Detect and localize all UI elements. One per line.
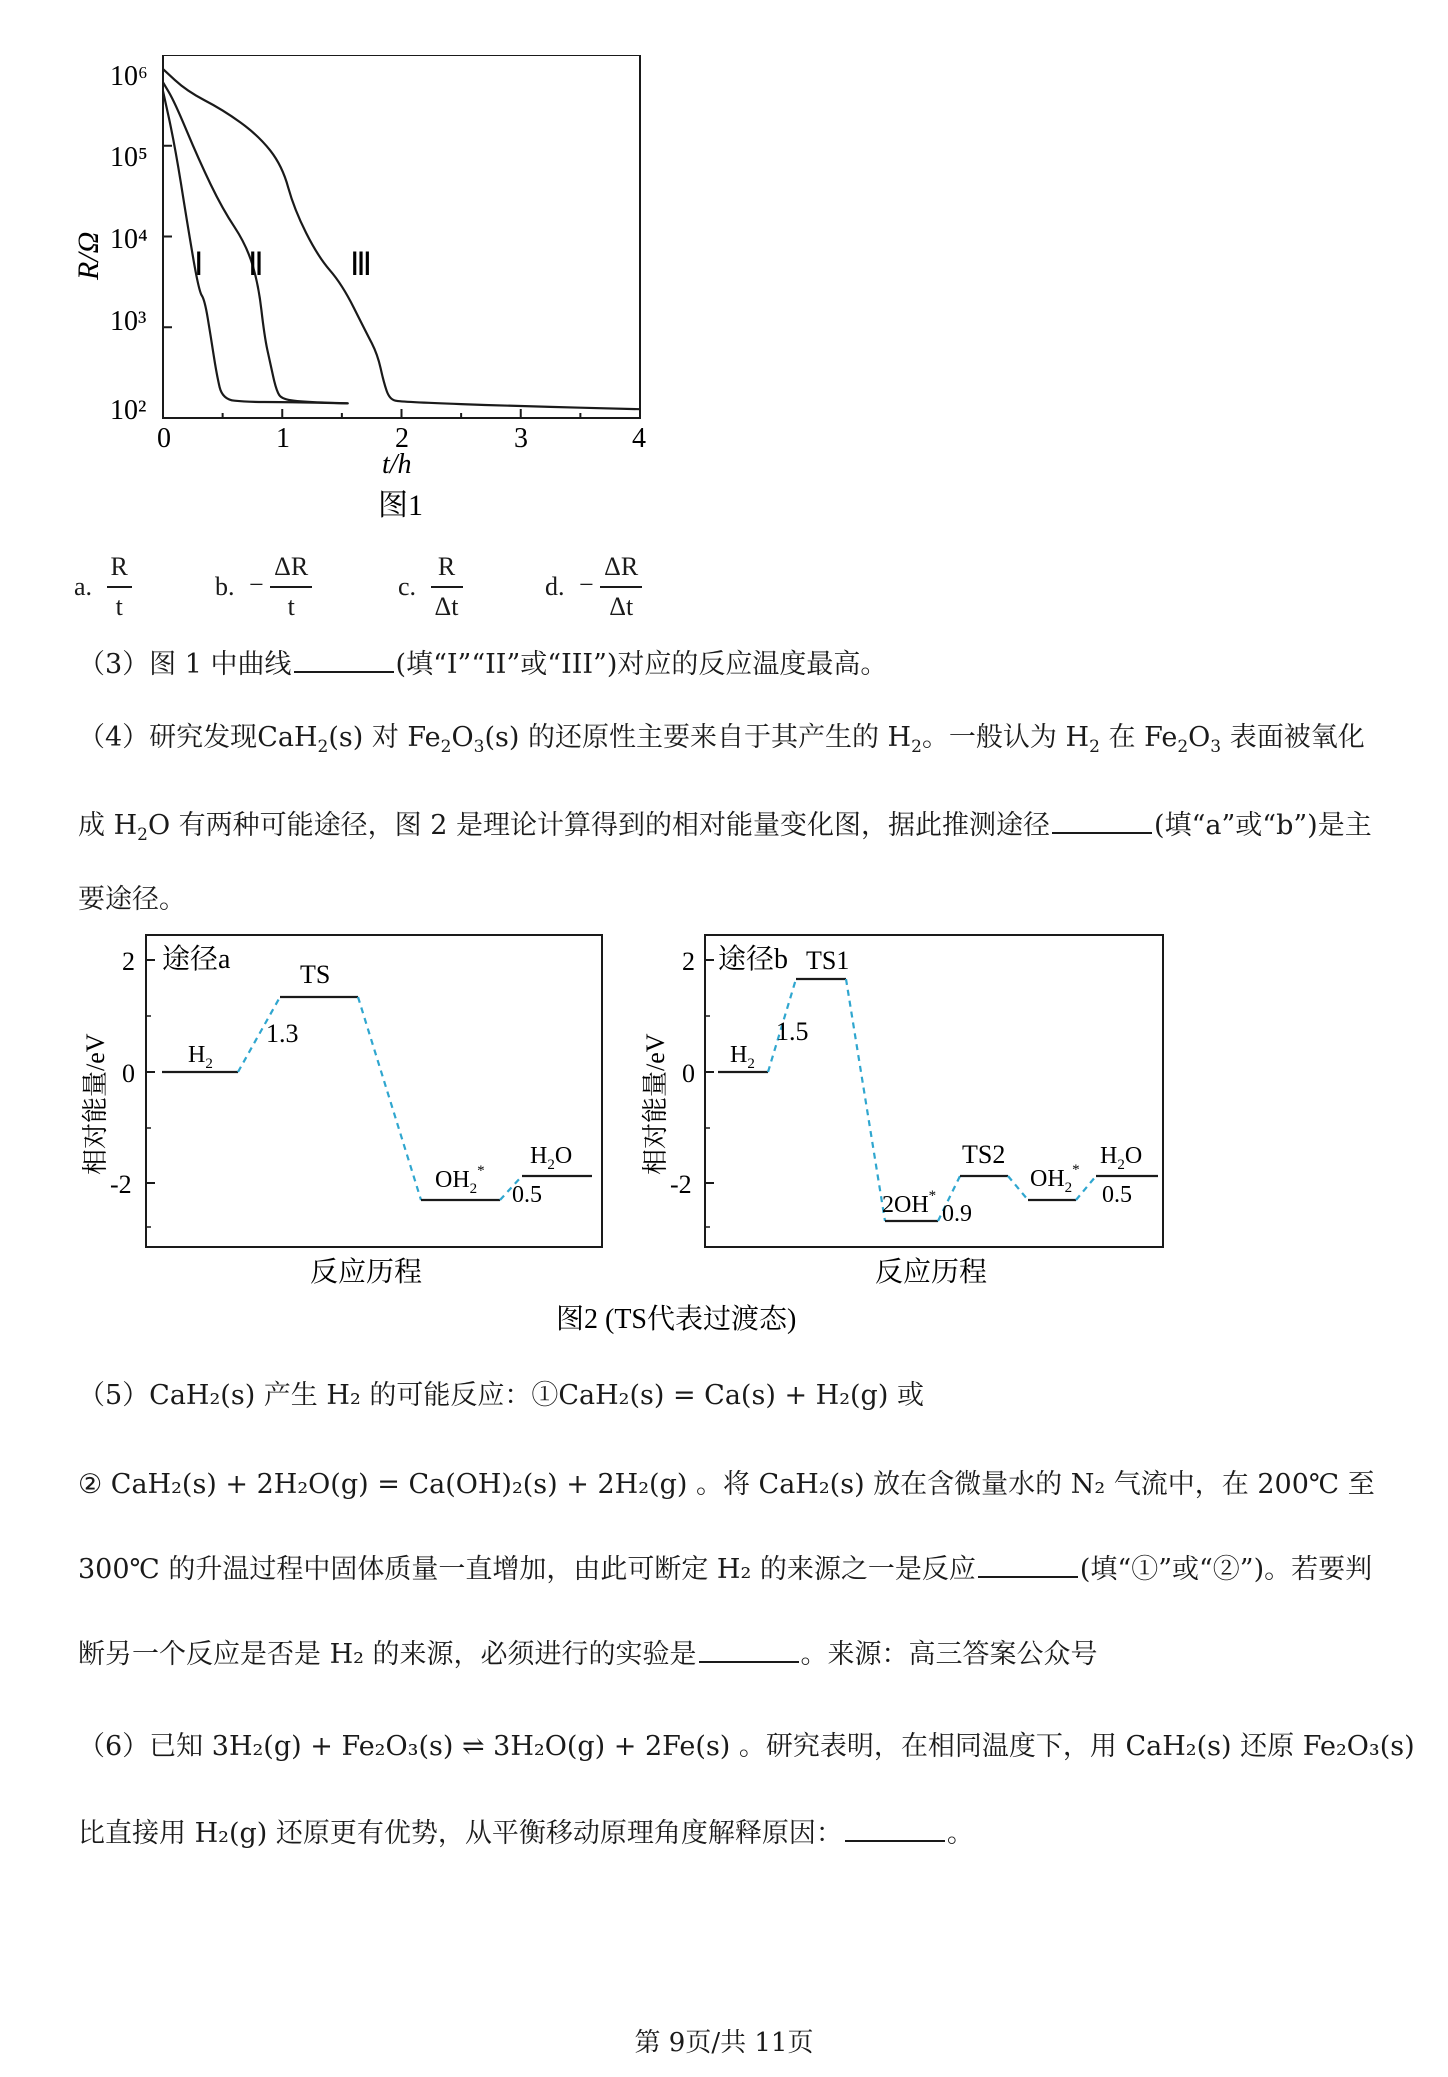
panel-b-ts2-label: TS2: [962, 1140, 1006, 1169]
figure1-chart: [60, 55, 660, 525]
option-c-label: c.: [398, 572, 417, 601]
question-5-line2: ② CaH₂(s) + 2H₂O(g) = Ca(OH)₂(s) + 2H₂(g) 。将 CaH₂(s) 放在含微量水的 N₂ 气流中，在 200℃ 至: [78, 1469, 1375, 1500]
panel-b-ytick-0: 0: [682, 1059, 695, 1088]
panel-a-oh2-label: $OH_2^*$: [435, 1163, 485, 1197]
option-d-fraction: $\frac{\Delta R}{\Delta t}$: [600, 548, 642, 626]
panel-b-title: 途径b: [718, 944, 789, 975]
option-a-label: a.: [74, 572, 93, 601]
figure1-ticks: [163, 55, 640, 418]
panel-b-e1-label: 1.5: [776, 1017, 809, 1046]
figure1-xtick-3: 3: [514, 423, 528, 454]
panel-a-e1-label: 1.3: [266, 1019, 299, 1048]
figure1-ylabel: R/Ω: [72, 231, 105, 280]
question-5-line4: 断另一个反应是否是 H₂ 的来源，必须进行的实验是 。来源：高三答案公众号: [78, 1639, 1098, 1670]
figure1-xtick-4: 4: [632, 423, 646, 454]
question-3: （3）图 1 中曲线 (填“I”“II”或“III”)对应的反应温度最高。: [78, 649, 888, 680]
option-d-sign: −: [579, 569, 594, 599]
panel-a-ts-label: TS: [300, 960, 331, 989]
panel-a-ytick-0: 0: [122, 1059, 135, 1088]
panel-a-title: 途径a: [162, 944, 231, 975]
option-a-fraction: $\frac{R}{t}$: [107, 548, 132, 626]
question-6-line2: 比直接用 H₂(g) 还原更有优势，从平衡移动原理角度解释原因： 。: [78, 1818, 974, 1849]
question-4-line3: 要途径。: [78, 884, 186, 915]
panel-b-ts1-label: TS1: [806, 946, 850, 975]
panel-b-2oh-label: 2OH*: [882, 1188, 937, 1218]
figure1-xtick-2: 2: [395, 423, 409, 454]
option-b: [215, 548, 312, 626]
panel-b-ytick-2: 2: [682, 947, 695, 976]
figure1-ytick-1e4: 10⁴: [110, 224, 148, 255]
question-4-line2: 成 $H_2O$ 有两种可能途径，图 2 是理论计算得到的相对能量变化图，据此推测途径 (填“a”或“b”)是主: [78, 810, 1372, 845]
figure1-caption: 图1: [378, 489, 423, 522]
figure1-ytick-1e2: 10²: [110, 395, 147, 426]
option-b-fraction: $\frac{\Delta R}{t}$: [270, 548, 312, 626]
figure1-xlabel: t/h: [382, 449, 412, 480]
question-5-line3: 300℃ 的升温过程中固体质量一直增加，由此可断定 H₂ 的来源之一是反应 (填“①”或“②”)。若要判: [78, 1554, 1373, 1585]
figure1-curves: [163, 69, 640, 409]
curve-label-II: Ⅱ: [248, 246, 264, 282]
panel-a-ytick-2: 2: [122, 947, 135, 976]
panel-a-ylabel: 相对能量/eV: [81, 1033, 110, 1175]
option-b-label: b.: [215, 572, 235, 601]
page-footer: 第 9页/共 11页: [634, 2028, 814, 2058]
option-b-sign: −: [249, 569, 264, 599]
figure1-xtick-1: 1: [276, 423, 290, 454]
panel-a-h2o-label: $H_2O$: [530, 1143, 573, 1173]
curve-III: [163, 69, 640, 409]
panel-b-oh2-label: $OH_2^*$: [1030, 1162, 1080, 1196]
panel-b-ylabel: 相对能量/eV: [641, 1033, 670, 1175]
curve-label-I: Ⅰ: [194, 246, 204, 282]
panel-a-e2-label: 0.5: [512, 1182, 542, 1208]
figure1-ytick-1e6: 10⁶: [110, 61, 148, 92]
figure2-panel-b: [641, 935, 1163, 1288]
question-5-line1: （5）CaH₂(s) 产生 H₂ 的可能反应：①CaH₂(s) = Ca(s) + H₂(g) 或: [78, 1380, 924, 1411]
panel-a-xlabel: 反应历程: [310, 1257, 423, 1288]
option-c-fraction: $\frac{R}{\Delta t}$: [431, 548, 463, 626]
panel-b-h2-label: $H_2$: [730, 1042, 755, 1072]
curve-label-III: Ⅲ: [350, 246, 373, 282]
figure1-plot-frame: [163, 55, 640, 418]
option-c: [398, 548, 463, 626]
answer-blank-q5-1[interactable]: [978, 1554, 1078, 1578]
panel-a-h2-label: $H_2$: [188, 1042, 213, 1072]
answer-blank-q5-2[interactable]: [699, 1639, 799, 1663]
figure1-ytick-1e3: 10³: [110, 306, 147, 337]
figure2-chart: [70, 925, 1180, 1345]
panel-a-ytick-m2: -2: [110, 1170, 132, 1199]
figure2-panel-a: [81, 935, 602, 1288]
option-a: [74, 548, 132, 626]
panel-b-e2-label: 0.9: [942, 1201, 972, 1227]
answer-blank-q3[interactable]: [294, 649, 394, 673]
panel-b-xlabel: 反应历程: [875, 1257, 988, 1288]
option-d-label: d.: [545, 572, 565, 601]
panel-b-ytick-m2: -2: [670, 1170, 692, 1199]
panel-b-h2o-label: $H_2O$: [1100, 1143, 1143, 1173]
question-4-line1: （4）研究发现CaH$_2$(s) 对 $Fe_2O_3(s)$ 的还原性主要来自于其产生的 $H_2$。一般认为 $H_2$ 在 $Fe_2O_3$ 表面被氧化: [78, 722, 1365, 757]
answer-blank-q6[interactable]: [845, 1818, 945, 1842]
figure2-caption: 图2 (TS代表过渡态): [556, 1304, 797, 1335]
option-d: [545, 548, 642, 626]
answer-blank-q4[interactable]: [1052, 810, 1152, 834]
figure1-xtick-0: 0: [157, 423, 171, 454]
panel-b-e3-label: 0.5: [1102, 1182, 1132, 1208]
figure1-ytick-1e5: 10⁵: [110, 142, 148, 173]
question-6-line1: （6）已知 3H₂(g) + Fe₂O₃(s) ⇌ 3H₂O(g) + 2Fe(s) 。研究表明，在相同温度下，用 CaH₂(s) 还原 Fe₂O₃(s): [78, 1731, 1415, 1762]
